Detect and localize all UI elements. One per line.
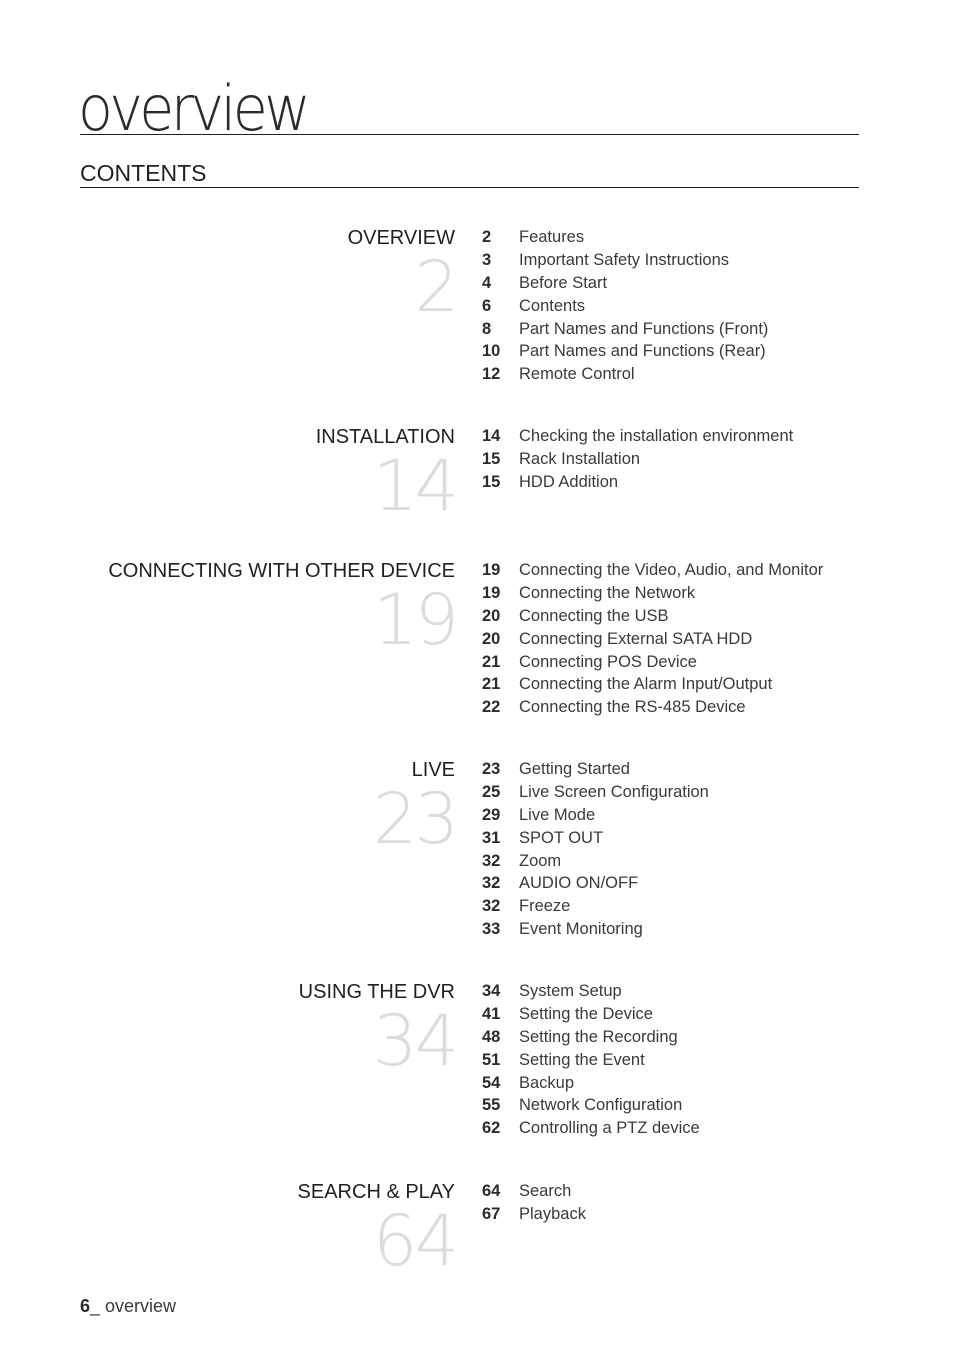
toc-entry-page: 55 bbox=[482, 1096, 501, 1115]
toc-entry-title: Controlling a PTZ device bbox=[519, 1119, 700, 1138]
toc-entry[interactable] bbox=[482, 781, 709, 804]
toc-entry[interactable] bbox=[482, 448, 793, 471]
toc-entry-title: Contents bbox=[519, 296, 586, 315]
toc-entry-title: Live Screen Configuration bbox=[519, 782, 709, 801]
toc-entry-page: 31 bbox=[482, 828, 501, 847]
toc-entry-page: 19 bbox=[482, 561, 501, 579]
toc-entry[interactable] bbox=[482, 918, 709, 941]
toc-entry-title: Rack Installation bbox=[519, 449, 641, 468]
toc-entry-page: 6 bbox=[482, 296, 492, 315]
toc-entry-list bbox=[482, 559, 823, 719]
toc-entry[interactable] bbox=[482, 1026, 700, 1049]
toc-entry[interactable] bbox=[482, 628, 823, 651]
toc-section-name: LIVE bbox=[411, 759, 455, 781]
toc-entry-title: SPOT OUT bbox=[519, 828, 604, 847]
toc-entry-page: 32 bbox=[482, 874, 501, 893]
toc-entry-title: Freeze bbox=[519, 897, 571, 916]
toc-entry-title: Connecting POS Device bbox=[519, 652, 697, 671]
toc-entry[interactable] bbox=[482, 1003, 700, 1026]
toc-entry[interactable] bbox=[482, 249, 768, 272]
toc-entry-page: 34 bbox=[482, 982, 501, 1000]
toc-entry[interactable] bbox=[482, 340, 768, 363]
toc-entry-title: Checking the installation environment bbox=[519, 427, 794, 445]
toc-entry-title: Connecting External SATA HDD bbox=[519, 629, 753, 648]
toc-entry-title: Event Monitoring bbox=[519, 920, 643, 939]
toc-entry-list bbox=[482, 758, 709, 941]
toc-entry-page: 51 bbox=[482, 1050, 501, 1069]
toc-entry-title: AUDIO ON/OFF bbox=[519, 874, 639, 893]
toc-entry[interactable] bbox=[482, 673, 823, 696]
toc-entry[interactable] bbox=[482, 895, 709, 918]
toc-entry-page: 20 bbox=[482, 606, 501, 625]
toc-entry-title: Backup bbox=[519, 1073, 575, 1092]
toc-entry-title: System Setup bbox=[519, 982, 622, 1000]
footer-separator: _ bbox=[90, 1296, 106, 1316]
toc-section-name: OVERVIEW bbox=[347, 227, 455, 249]
toc-entry-page: 33 bbox=[482, 920, 501, 939]
toc-entry[interactable] bbox=[482, 559, 823, 582]
toc-section-page: 64 bbox=[372, 1200, 456, 1282]
toc-entry-page: 23 bbox=[482, 760, 501, 778]
toc-entry-page: 4 bbox=[482, 273, 492, 292]
toc-section-name: SEARCH & PLAY bbox=[297, 1181, 455, 1203]
footer-label: overview bbox=[105, 1296, 177, 1316]
toc-entry[interactable] bbox=[482, 226, 768, 249]
toc-entry[interactable] bbox=[482, 758, 709, 781]
toc-entry-title: Getting Started bbox=[519, 760, 630, 778]
toc-entry-page: 14 bbox=[482, 427, 501, 445]
footer-page-number: 6 bbox=[80, 1296, 91, 1316]
toc-entry-title: Setting the Event bbox=[519, 1050, 645, 1069]
toc-entry[interactable] bbox=[482, 318, 768, 341]
toc-entry-page: 25 bbox=[482, 782, 501, 801]
toc-entry-list bbox=[482, 980, 700, 1140]
toc-entry-list bbox=[482, 1180, 586, 1226]
toc-entry-page: 32 bbox=[482, 851, 501, 870]
toc-entry-page: 20 bbox=[482, 629, 501, 648]
section-rule bbox=[80, 187, 859, 188]
toc-entry-title: Remote Control bbox=[519, 365, 635, 384]
toc-entry-list bbox=[482, 226, 768, 386]
toc-entry-title: Setting the Recording bbox=[519, 1027, 678, 1046]
toc-entry-page: 19 bbox=[482, 583, 501, 602]
toc-entry[interactable] bbox=[482, 804, 709, 827]
toc-section-page: 14 bbox=[372, 445, 456, 527]
chapter-title: overview bbox=[78, 72, 308, 145]
toc-entry-page: 15 bbox=[482, 449, 501, 468]
toc-entry-title: Network Configuration bbox=[519, 1096, 683, 1115]
toc-entry-title: Features bbox=[519, 228, 585, 246]
toc-entry-page: 22 bbox=[482, 698, 501, 717]
toc-entry[interactable] bbox=[482, 295, 768, 318]
toc-entry-page: 29 bbox=[482, 805, 501, 824]
toc-entry-page: 32 bbox=[482, 897, 501, 916]
toc-section-page: 2 bbox=[414, 246, 456, 328]
toc-section-page: 23 bbox=[372, 778, 456, 860]
toc-section-name: CONNECTING WITH OTHER DEVICE bbox=[108, 560, 455, 582]
toc-entry-title: Connecting the Alarm Input/Output bbox=[519, 675, 773, 694]
section-title: CONTENTS bbox=[80, 160, 207, 186]
toc-entry-page: 21 bbox=[482, 652, 501, 671]
toc-entry[interactable] bbox=[482, 425, 793, 448]
toc-entry[interactable] bbox=[482, 1203, 586, 1226]
toc-entry-title: Zoom bbox=[519, 851, 562, 870]
toc-entry-title: Connecting the Network bbox=[519, 583, 696, 602]
toc-entry-page: 48 bbox=[482, 1027, 501, 1046]
toc-entry-page: 15 bbox=[482, 472, 501, 491]
toc-entry-title: Search bbox=[519, 1182, 572, 1200]
toc-entry-title: Connecting the USB bbox=[519, 606, 669, 625]
toc-section-name: INSTALLATION bbox=[315, 426, 455, 448]
toc-entry-title: Connecting the Video, Audio, and Monitor bbox=[519, 561, 824, 579]
toc-entry[interactable] bbox=[482, 651, 823, 674]
toc-entry[interactable] bbox=[482, 582, 823, 605]
toc-entry-title: Connecting the RS-485 Device bbox=[519, 698, 746, 717]
toc-entry[interactable] bbox=[482, 1180, 586, 1203]
toc-entry-title: HDD Addition bbox=[519, 472, 619, 491]
toc-entry-page: 10 bbox=[482, 342, 501, 361]
toc-entry-list bbox=[482, 425, 793, 494]
toc-entry-page: 3 bbox=[482, 250, 492, 269]
toc-entry-page: 21 bbox=[482, 675, 501, 694]
toc-entry[interactable] bbox=[482, 1072, 700, 1095]
toc-entry[interactable] bbox=[482, 363, 768, 386]
toc-entry[interactable] bbox=[482, 1049, 700, 1072]
toc-entry-page: 54 bbox=[482, 1073, 501, 1092]
toc-entry-title: Before Start bbox=[519, 273, 608, 292]
toc-entry[interactable] bbox=[482, 1094, 700, 1117]
toc-entry[interactable] bbox=[482, 272, 768, 295]
toc-entry-title: Live Mode bbox=[519, 805, 596, 824]
toc-section-page: 34 bbox=[372, 1000, 456, 1082]
toc-entry[interactable] bbox=[482, 980, 700, 1003]
toc-entry-page: 67 bbox=[482, 1204, 501, 1223]
toc-entry-page: 41 bbox=[482, 1004, 501, 1023]
toc-entry[interactable] bbox=[482, 850, 709, 873]
toc-entry[interactable] bbox=[482, 827, 709, 850]
toc-section-page: 19 bbox=[372, 579, 456, 661]
toc-entry[interactable] bbox=[482, 471, 793, 494]
page-footer bbox=[80, 1296, 176, 1317]
toc-entry-title: Playback bbox=[519, 1204, 586, 1223]
toc-entry-title: Part Names and Functions (Rear) bbox=[519, 342, 766, 361]
toc-entry-title: Part Names and Functions (Front) bbox=[519, 319, 769, 338]
toc-entry-title: Setting the Device bbox=[519, 1004, 653, 1023]
title-rule bbox=[80, 134, 859, 135]
toc-entry-page: 12 bbox=[482, 365, 501, 384]
toc-entry[interactable] bbox=[482, 872, 709, 895]
toc-section-name: USING THE DVR bbox=[298, 981, 455, 1003]
toc-entry-title: Important Safety Instructions bbox=[519, 250, 730, 269]
toc-entry[interactable] bbox=[482, 605, 823, 628]
toc-entry-page: 8 bbox=[482, 319, 492, 338]
toc-entry-page: 2 bbox=[482, 228, 492, 246]
toc-entry[interactable] bbox=[482, 1117, 700, 1140]
toc-entry-page: 64 bbox=[482, 1182, 501, 1200]
toc-entry-page: 62 bbox=[482, 1119, 501, 1138]
toc-entry[interactable] bbox=[482, 696, 823, 719]
